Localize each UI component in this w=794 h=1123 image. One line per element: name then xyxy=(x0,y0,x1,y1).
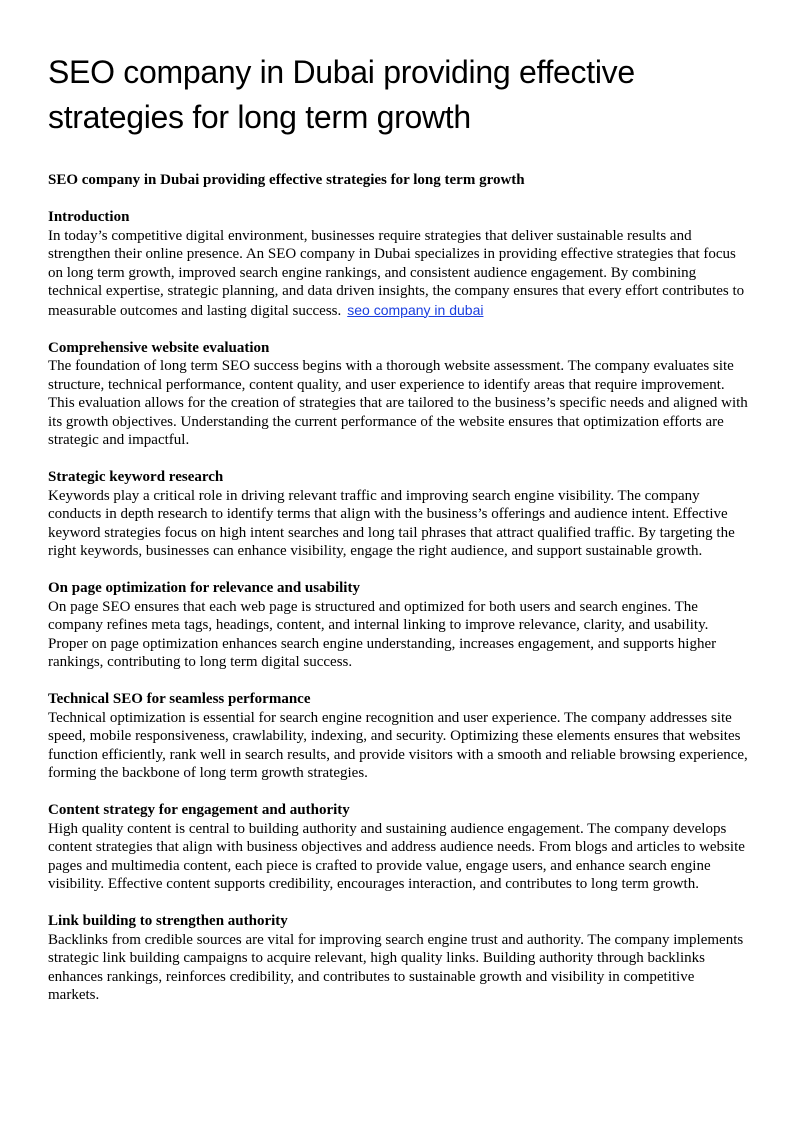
section-heading: Strategic keyword research xyxy=(48,469,224,485)
section-body: The foundation of long term SEO success begins with a thorough website assessment. The company evaluates site structure, technical performance, content quality, and user experience to identify areas that require improvement. This evaluation allows for the creation of strategies that are tailored to the business’s specific needs and aligned with its growth objectives. Understanding the current performance of the website ensures that optimization efforts are strategic and impactful. xyxy=(48,358,748,448)
section-link-building xyxy=(48,912,748,1005)
section-heading: Link building to strengthen authority xyxy=(48,913,288,929)
document-title: SEO company in Dubai providing effective strategies for long term growth xyxy=(48,54,635,135)
section-keyword-research xyxy=(48,468,748,561)
section-body: Backlinks from credible sources are vital for improving search engine trust and authority. The company implements strategic link building campaigns to acquire relevant, high quality links. Building authority through backlinks enhances rankings, reinforces credibility, and contributes to sustainable growth and visibility in competitive markets. xyxy=(48,931,744,1003)
section-body xyxy=(48,227,748,321)
section-heading: Comprehensive website evaluation xyxy=(48,339,270,356)
section-body: Technical optimization is essential for search engine recognition and user experience. The company addresses site speed, mobile responsiveness, crawlability, indexing, and security. Optimizing these elements ensures that websites function efficiently, rank well in search results, and provide visitors with a smooth and reliable browsing experience, forming the backbone of long term growth strategies. xyxy=(48,709,748,781)
section-heading: On page optimization for relevance and usability xyxy=(48,580,360,596)
section-body-text: In today’s competitive digital environment, businesses require strategies that deliver sustainable results and strengthen their online presence. An SEO company in Dubai specializes in providing effective strategies that focus on long term growth, improved search engine rankings, and consistent audience engagement. By combining technical expertise, strategic planning, and data driven insights, the company ensures that every effort contributes to measurable outcomes and lasting digital success. xyxy=(48,227,745,319)
document-subtitle: SEO company in Dubai providing effective strategies for long term growth xyxy=(48,172,525,188)
section-on-page-optimization xyxy=(48,579,748,672)
seo-company-link[interactable]: seo company in dubai xyxy=(347,301,484,318)
section-body: Keywords play a critical role in driving relevant traffic and improving search engine visibility. The company conducts in depth research to identify terms that align with the business’s offerings and audience intent. Effective keyword strategies focus on high intent searches and long tail phrases that attract qualified traffic. By targeting the right keywords, businesses can enhance visibility, engage the right audience, and support sustainable growth. xyxy=(48,487,735,559)
section-introduction xyxy=(48,208,748,320)
section-heading: Technical SEO for seamless performance xyxy=(48,691,311,707)
section-body: High quality content is central to building authority and sustaining audience engagement. The company develops content strategies that align with business objectives and address audience needs. From blogs and articles to website pages and multimedia content, each piece is crafted to provide value, engage users, and enhance search engine visibility. Effective content supports credibility, encourages interaction, and contributes to long term growth. xyxy=(48,820,745,892)
section-website-evaluation xyxy=(48,339,748,450)
section-heading: Introduction xyxy=(48,209,130,225)
section-heading: Content strategy for engagement and authority xyxy=(48,802,350,818)
document-page xyxy=(48,50,748,1023)
section-technical-seo xyxy=(48,690,748,783)
section-content-strategy xyxy=(48,801,748,894)
section-body: On page SEO ensures that each web page is structured and optimized for both users and search engines. The company refines meta tags, headings, content, and internal linking to improve relevance, clarity, and usability. Proper on page optimization enhances search engine understanding, increases engagement, and supports higher rankings, contributing to long term digital success. xyxy=(48,598,717,670)
